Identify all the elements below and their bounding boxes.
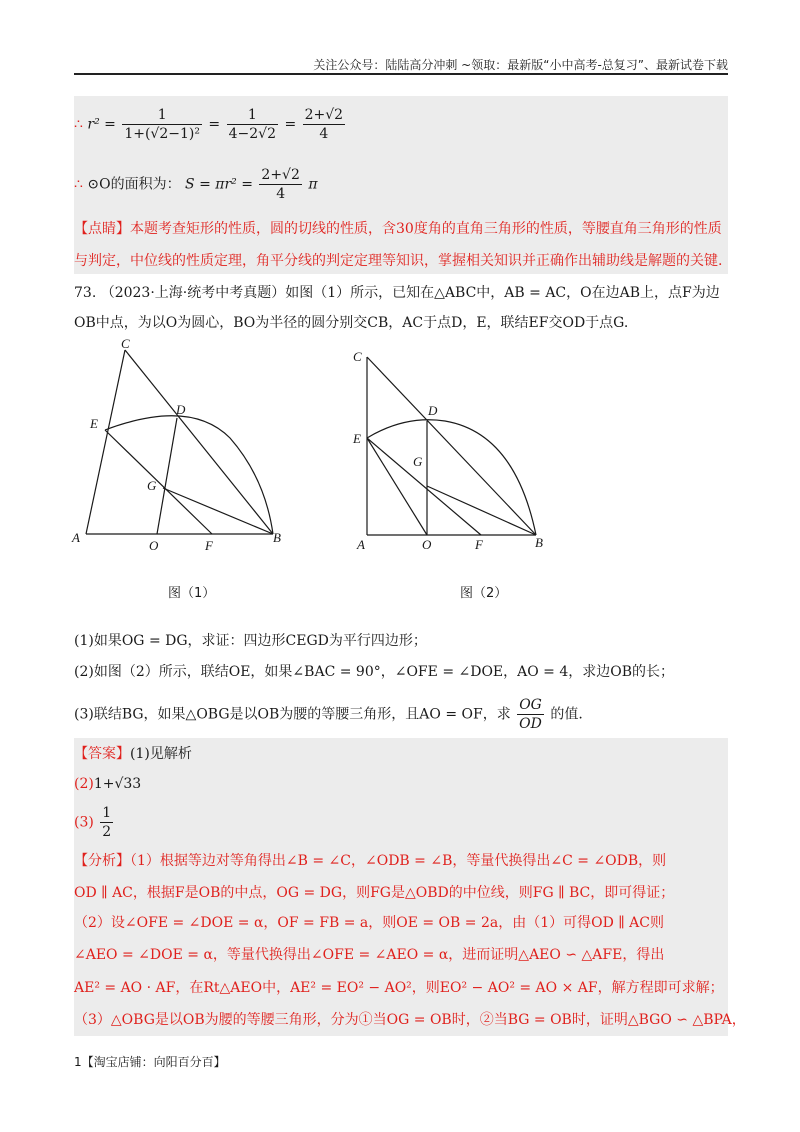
segment-cb: [367, 357, 536, 535]
label-g: G: [147, 478, 157, 493]
segment-ef: [367, 438, 481, 535]
segment-cb: [125, 350, 273, 534]
page-footer: 1【淘宝店铺：向阳百分百】: [74, 1055, 226, 1069]
analysis-line-6: （3）△OBG是以OB为腰的等腰三角形，分为①当OG = OB时，②当BG = OB时，证明△BGO ∽ △BPA，: [74, 1012, 746, 1028]
arc: [105, 416, 273, 534]
comment-line-2: 与判定，中位线的性质定理，角平分线的判定定理等知识，掌握相关知识并正确作出辅助线是解题的关键.: [74, 253, 723, 269]
label-c: C: [121, 338, 130, 351]
answer-label: 【答案】: [74, 746, 130, 762]
question-3: (3)联结BG，如果△OBG是以OB为腰的等腰三角形，且AO = OF，求 $\frac{OG}{OD}$ 的值.: [74, 697, 583, 732]
label-a: A: [72, 530, 80, 545]
area-line: ∴ ⊙O的面积为： S = πr² = $\frac{2+√2}{4}$ π: [74, 167, 318, 202]
comment-label: 【点睛】: [74, 221, 130, 237]
label-a: A: [357, 537, 365, 552]
segment-od: [157, 418, 177, 534]
label-b: B: [535, 535, 543, 550]
figure-1: [70, 338, 290, 553]
fraction-3: $\frac{2+√2}{4}$: [304, 107, 344, 142]
answer-line-1: 【答案】(1)见解析: [74, 746, 192, 762]
label-g: G: [413, 454, 423, 469]
segment-ef: [105, 430, 212, 534]
question-1: (1)如果OG = DG，求证：四边形CEGD为平行四边形；: [74, 633, 427, 649]
figure-2-caption: 图（2）: [460, 586, 508, 601]
label-o: O: [422, 537, 432, 552]
label-d: D: [428, 403, 438, 418]
comment-line-1: 【点睛】本题考查矩形的性质，圆的切线的性质，含30度角的直角三角形的性质，等腰直角三角形的性质: [74, 221, 722, 237]
analysis-line-5: AE² = AO · AF，在Rt△AEO中，AE² = EO² − AO²，则EO² − AO² = AO × AF，解方程即可求解；: [74, 980, 724, 996]
area-fraction: $\frac{2+√2}{4}$: [261, 167, 300, 202]
label-b: B: [273, 530, 281, 545]
question-2: (2)如图（2）所示，联结OE，如果∠BAC = 90°，∠OFE = ∠DOE，AO = 4，求边OB的长；: [74, 664, 675, 680]
analysis-label: 【分析】: [74, 853, 130, 869]
page-header: 关注公众号：陆陆高分冲刺 ~领取：最新版“小中高考-总复习”、最新试卷下载: [313, 58, 728, 72]
og-od-fraction: $\frac{OG}{OD}$: [519, 697, 542, 732]
label-d: D: [176, 402, 186, 417]
label-o: O: [149, 538, 159, 553]
problem-line-2: OB中点，为以O为圆心，BO为半径的圆分别交CB，AC于点D，E，联结EF交OD于点G.: [74, 315, 629, 331]
r-squared-line: ∴ r² = $\frac{1}{\text{1+(√2−1)²}}$ = $\frac{1}{4-2√2}$ = $\frac{2+√2}{4}$: [74, 107, 344, 142]
label-f: F: [205, 538, 213, 553]
fraction-2: $\frac{1}{4-2√2}$: [228, 107, 276, 142]
analysis-line-4: ∠AEO = ∠DOE = α，等量代换得出∠OFE = ∠AEO = α，进而证明△AEO ∽ △AFE，得出: [74, 947, 665, 963]
segment-ac: [86, 350, 125, 534]
figure-1-caption: 图（1）: [168, 586, 216, 601]
label-f: F: [475, 537, 483, 552]
label-e: E: [90, 416, 98, 431]
segment-gb: [427, 486, 536, 535]
problem-line-1: 73. （2023·上海·统考中考真题）如图（1）所示，已知在△ABC中，AB = AC，O在边AB上，点F为边: [74, 285, 720, 301]
arc: [367, 420, 536, 535]
analysis-line-1: 【分析】（1）根据等边对等角得出∠B = ∠C，∠ODB = ∠B，等量代换得出∠C = ∠ODB，则: [74, 853, 667, 869]
analysis-line-2: OD ∥ AC，根据F是OB的中点，OG = DG，则FG是△OBD的中位线，则FG ∥ BC，即可得证；: [74, 885, 675, 901]
header-rule: [74, 73, 728, 75]
answer-line-2: (2)1+√33: [74, 776, 142, 792]
fraction-1: $\frac{1}{\text{1+(√2−1)²}}$: [124, 107, 200, 142]
figure-2: [345, 343, 555, 558]
label-c: C: [353, 349, 362, 364]
label-e: E: [353, 431, 361, 446]
analysis-line-3: （2）设∠OFE = ∠DOE = α，OF = FB = a，则OE = OB = 2a，由（1）可得OD ∥ AC则: [74, 915, 664, 931]
answer-3-fraction: $\frac{1}{2}$: [102, 805, 112, 840]
segment-oe: [367, 438, 427, 535]
segment-gb: [163, 488, 273, 534]
answer-line-3: (3) $\frac{1}{2}$: [74, 805, 112, 840]
